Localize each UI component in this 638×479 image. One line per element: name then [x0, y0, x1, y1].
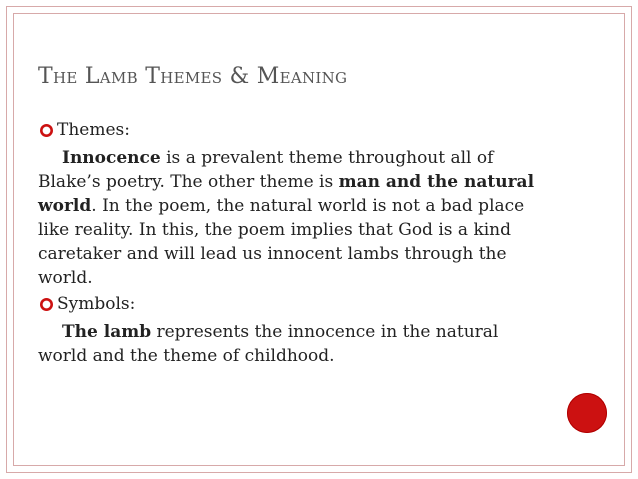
bullet-label-themes: Themes: — [57, 120, 130, 140]
bullet-symbols — [38, 292, 548, 316]
symbols-text-1: represents the innocence in the natural world and the theme of childhood. — [38, 322, 499, 366]
circle-bullet-icon — [39, 297, 54, 312]
decorative-red-circle — [567, 393, 607, 433]
bullet-themes — [38, 118, 548, 142]
themes-bold-innocence: Innocence — [62, 148, 161, 168]
bullet-label-symbols: Symbols: — [57, 294, 136, 314]
themes-bold-natural-world: man and the natural world — [38, 172, 535, 216]
slide-body — [38, 118, 548, 370]
themes-paragraph — [38, 146, 548, 290]
symbols-paragraph — [38, 320, 548, 368]
symbols-bold-lamb: The lamb — [62, 322, 152, 342]
circle-bullet-icon — [39, 123, 54, 138]
themes-text-2: . In the poem, the natural world is not a bad place like reality. In this, the poem implies that God is a kind caretaker and will lead us innocent lambs through the world. — [38, 196, 525, 288]
slide-title: The Lamb Themes & Meaning — [38, 64, 348, 89]
themes-text-1: is a prevalent theme throughout all of Blake’s poetry. The other theme is — [38, 148, 494, 192]
